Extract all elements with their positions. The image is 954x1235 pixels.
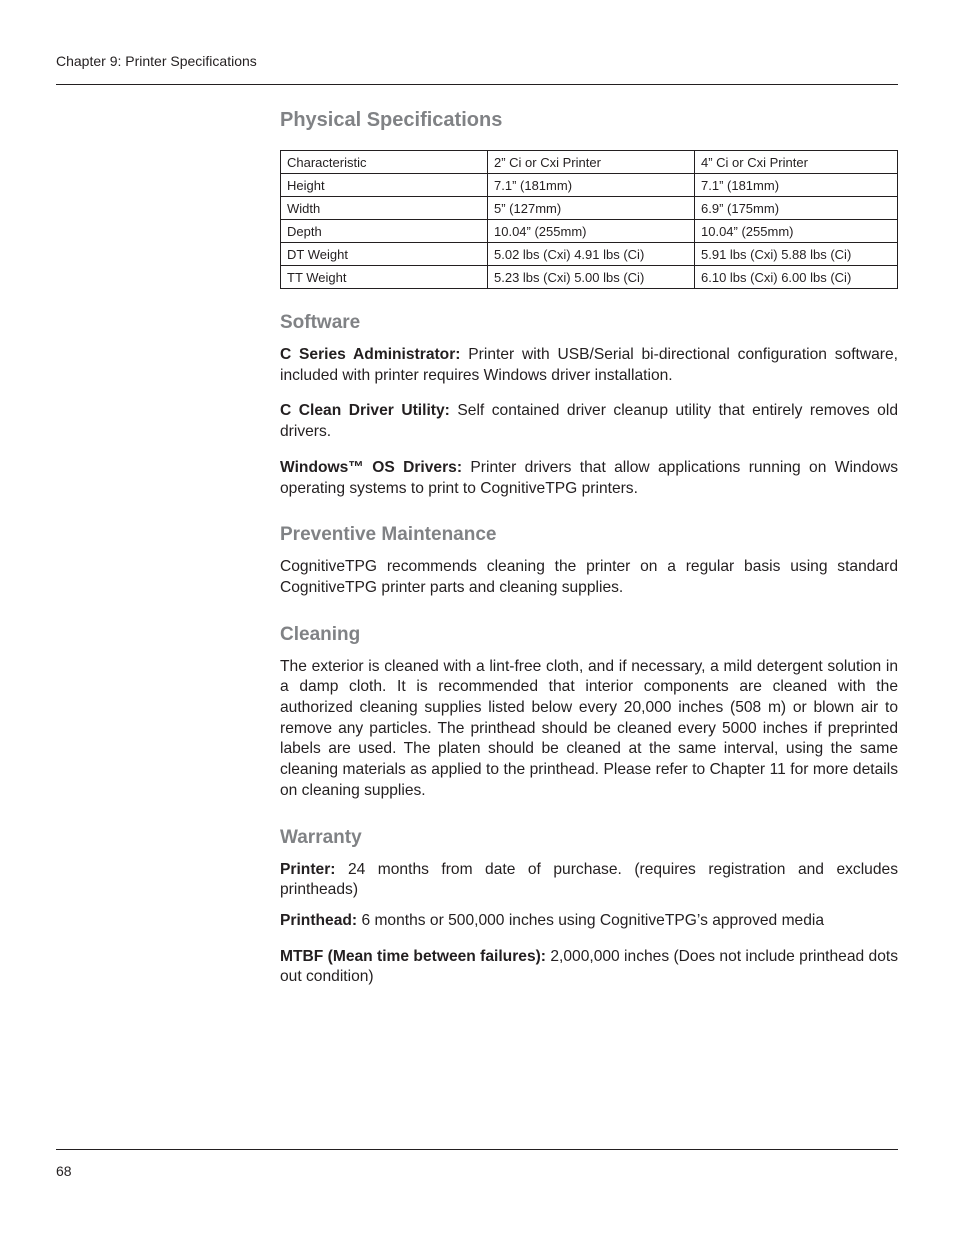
warranty-item-printer [280,860,898,901]
table-row [281,243,898,266]
table-cell: Depth [281,220,488,243]
table-header-cell: Characteristic [281,151,488,174]
table-cell: Width [281,197,488,220]
table-row [281,174,898,197]
warranty-description: 2,000,000 inches (Does not include printhead dots out condition) [280,947,898,986]
table-cell: 6.10 lbs (Cxi) 6.00 lbs (Ci) [695,266,898,289]
table-cell: 5.02 lbs (Cxi) 4.91 lbs (Ci) [488,243,695,266]
warranty-term: Printer: [280,860,336,878]
software-term: C Clean Driver Utility: [280,402,450,420]
table-cell: 5.23 lbs (Cxi) 5.00 lbs (Ci) [488,266,695,289]
table-cell: Height [281,174,488,197]
cleaning-heading: Cleaning [280,623,361,645]
warranty-term: Printhead: [280,911,358,929]
software-item-administrator [280,345,898,386]
table-cell: 10.04” (255mm) [695,220,898,243]
table-header-row [281,151,898,174]
table-cell: 6.9” (175mm) [695,197,898,220]
software-item-clean-utility [280,401,898,442]
footer-rule [56,1149,898,1150]
software-description: Printer drivers that allow applications running on Windows operating systems to print to CognitiveTPG printers. [280,458,898,497]
physical-specifications-heading: Physical Specifications [280,109,503,131]
software-term: C Series Administrator: [280,346,461,363]
table-row [281,266,898,289]
table-cell: 10.04” (255mm) [488,220,695,243]
table-header-cell: 4” Ci or Cxi Printer [695,151,898,174]
table-cell: DT Weight [281,243,488,266]
software-description: Self contained driver cleanup utility that entirely removes old drivers. [280,402,898,441]
warranty-heading: Warranty [280,826,362,848]
software-heading: Software [280,312,361,333]
table-cell: TT Weight [281,266,488,289]
preventive-maintenance-heading: Preventive Maintenance [280,524,497,546]
header-rule [56,84,898,85]
preventive-maintenance-text: CognitiveTPG recommends cleaning the printer on a regular basis using standard CognitiveTPG printer parts and cleaning supplies. [280,558,898,596]
warranty-item-mtbf [280,947,898,988]
table-cell: 5” (127mm) [488,197,695,220]
warranty-description: 24 months from date of purchase. (requires registration and excludes printheads) [280,860,898,899]
software-description: Printer with USB/Serial bi-directional configuration software, included with printer requires Windows driver installation. [280,346,898,384]
warranty-term: MTBF (Mean time between failures): [280,947,547,965]
table-cell: 5.91 lbs (Cxi) 5.88 lbs (Ci) [695,243,898,266]
warranty-item-printhead [280,911,898,932]
table-cell: 7.1” (181mm) [695,174,898,197]
table-row [281,220,898,243]
page-content [280,104,898,988]
cleaning-text: The exterior is cleaned with a lint-free cloth, and if necessary, a mild detergent solution in a damp cloth. It is recommended that interior components are cleaned with the authorized cleaning supplies listed below every 20,000 inches (508 m) or blown air to remove any particles. The printhead should be cleaned every 5000 inches if preprinted labels are used. The platen should be cleaned at the same interval, using the same cleaning materials as applied to the printhead. Please refer to Chapter 11 for more details on cleaning supplies. [280,657,898,799]
warranty-description: 6 months or 500,000 inches using CognitiveTPG’s approved media [357,911,825,929]
software-term: Windows™ OS Drivers: [280,458,463,476]
table-cell: 7.1” (181mm) [488,174,695,197]
physical-specifications-table [280,150,898,289]
table-header-cell: 2” Ci or Cxi Printer [488,151,695,174]
table-row [281,197,898,220]
page-number: 68 [56,1163,72,1179]
running-header: Chapter 9: Printer Specifications [56,53,257,69]
software-item-windows-drivers [280,458,898,499]
